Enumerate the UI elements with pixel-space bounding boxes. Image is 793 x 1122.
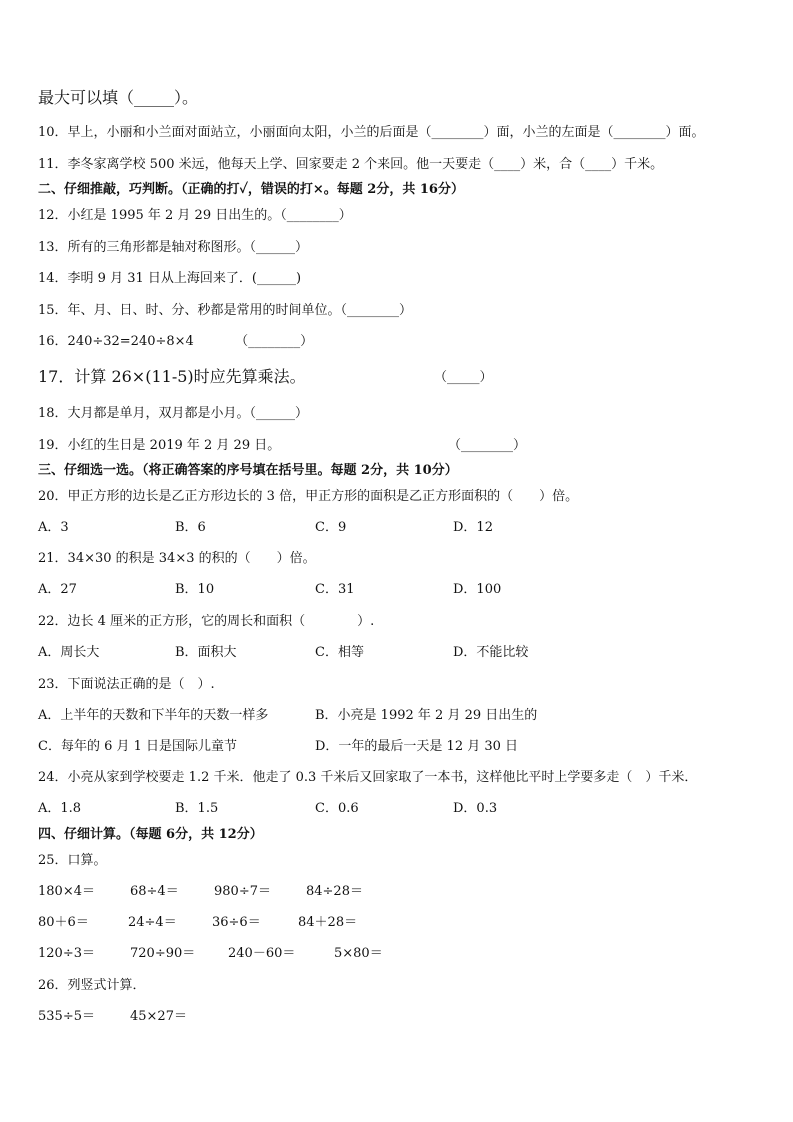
section-4-heading: 四、仔细计算。（每题 6分，共 12分） — [38, 827, 263, 842]
vertical-calc-item: 45×27＝ — [130, 1009, 187, 1024]
question-12: 12．小红是 1995 年 2 月 29 日出生的。（________） — [38, 208, 352, 223]
oral-calc-item: 120÷3＝ — [38, 946, 95, 961]
q9-continuation: 最大可以填（_____）。 — [38, 88, 199, 107]
question-19-blank: （________） — [448, 438, 527, 453]
question-25: 25．口算。 — [38, 853, 107, 868]
oral-calc-item: 36÷6＝ — [212, 915, 261, 930]
question-19: 19．小红的生日是 2019 年 2 月 29 日。 — [38, 438, 281, 453]
oral-calc-item: 80＋6＝ — [38, 915, 89, 930]
question-17: 17．计算 26×(11-5)时应先算乘法。 — [38, 367, 306, 386]
oral-calc-item: 980÷7＝ — [214, 884, 271, 899]
q23-option-d: D．一年的最后一天是 12 月 30 日 — [315, 739, 519, 754]
question-17-blank: （_____） — [434, 370, 493, 385]
question-10: 10．早上，小丽和小兰面对面站立，小丽面向太阳，小兰的后面是（________）面，小兰的左面是（________）面。 — [38, 125, 705, 140]
q21-option-d: D．100 — [453, 582, 502, 597]
q22-option-a: A．周长大 — [38, 645, 100, 660]
oral-calc-item: 180×4＝ — [38, 884, 95, 899]
q24-option-a: A．1.8 — [38, 801, 82, 816]
q24-option-c: C．0.6 — [315, 801, 359, 816]
question-11: 11．李冬家离学校 500 米远，他每天上学、回家要走 2 个来回。他一天要走（____）米，合（____）千米。 — [38, 157, 664, 172]
oral-calc-item: 720÷90＝ — [130, 946, 196, 961]
question-14: 14．李明 9 月 31 日从上海回来了．(______) — [38, 271, 302, 286]
question-18: 18．大月都是单月，双月都是小月。（______） — [38, 406, 309, 421]
q22-option-b: B．面积大 — [175, 645, 237, 660]
question-21: 21．34×30 的积是 34×3 的积的（ ）倍。 — [38, 551, 316, 566]
q22-option-c: C．相等 — [315, 645, 364, 660]
oral-calc-item: 240－60＝ — [228, 946, 296, 961]
q23-option-c: C．每年的 6 月 1 日是国际儿童节 — [38, 739, 238, 754]
question-20: 20．甲正方形的边长是乙正方形边长的 3 倍，甲正方形的面积是乙正方形面积的（ ）倍。 — [38, 489, 579, 504]
q20-option-c: C．9 — [315, 520, 347, 535]
q21-option-b: B．10 — [175, 582, 215, 597]
q20-option-b: B．6 — [175, 520, 206, 535]
vertical-calc-item: 535÷5＝ — [38, 1009, 95, 1024]
question-15: 15．年、月、日、时、分、秒都是常用的时间单位。（________） — [38, 303, 413, 318]
q20-option-d: D．12 — [453, 520, 493, 535]
q20-option-a: A．3 — [38, 520, 69, 535]
question-24: 24．小亮从家到学校要走 1.2 千米．他走了 0.3 千米后又回家取了一本书，这样他比平时上学要多走（ ）千米． — [38, 770, 698, 785]
q23-option-b: B．小亮是 1992 年 2 月 29 日出生的 — [315, 708, 538, 723]
oral-calc-item: 84＋28＝ — [298, 915, 358, 930]
q21-option-c: C．31 — [315, 582, 355, 597]
question-26: 26．列竖式计算． — [38, 978, 146, 993]
section-3-heading: 三、仔细选一选。（将正确答案的序号填在括号里。每题 2分，共 10分） — [38, 463, 458, 478]
q22-option-d: D．不能比较 — [453, 645, 529, 660]
oral-calc-item: 5×80＝ — [334, 946, 383, 961]
q24-option-b: B．1.5 — [175, 801, 219, 816]
q24-option-d: D．0.3 — [453, 801, 498, 816]
section-2-heading: 二、仔细推敲，巧判断。（正确的打✓，错误的打×。每题 2分，共 16分） — [38, 182, 464, 197]
oral-calc-item: 24÷4＝ — [128, 915, 177, 930]
question-13: 13．所有的三角形都是轴对称图形。（______） — [38, 240, 309, 255]
question-16: 16．240÷32=240÷8×4 （________） — [38, 334, 314, 349]
q23-option-a: A．上半年的天数和下半年的天数一样多 — [38, 708, 269, 723]
question-22: 22．边长 4 厘米的正方形，它的周长和面积（ ）. — [38, 614, 375, 629]
question-23: 23．下面说法正确的是（ ）. — [38, 677, 215, 692]
q21-option-a: A．27 — [38, 582, 77, 597]
oral-calc-item: 68÷4＝ — [130, 884, 179, 899]
oral-calc-item: 84÷28＝ — [306, 884, 363, 899]
